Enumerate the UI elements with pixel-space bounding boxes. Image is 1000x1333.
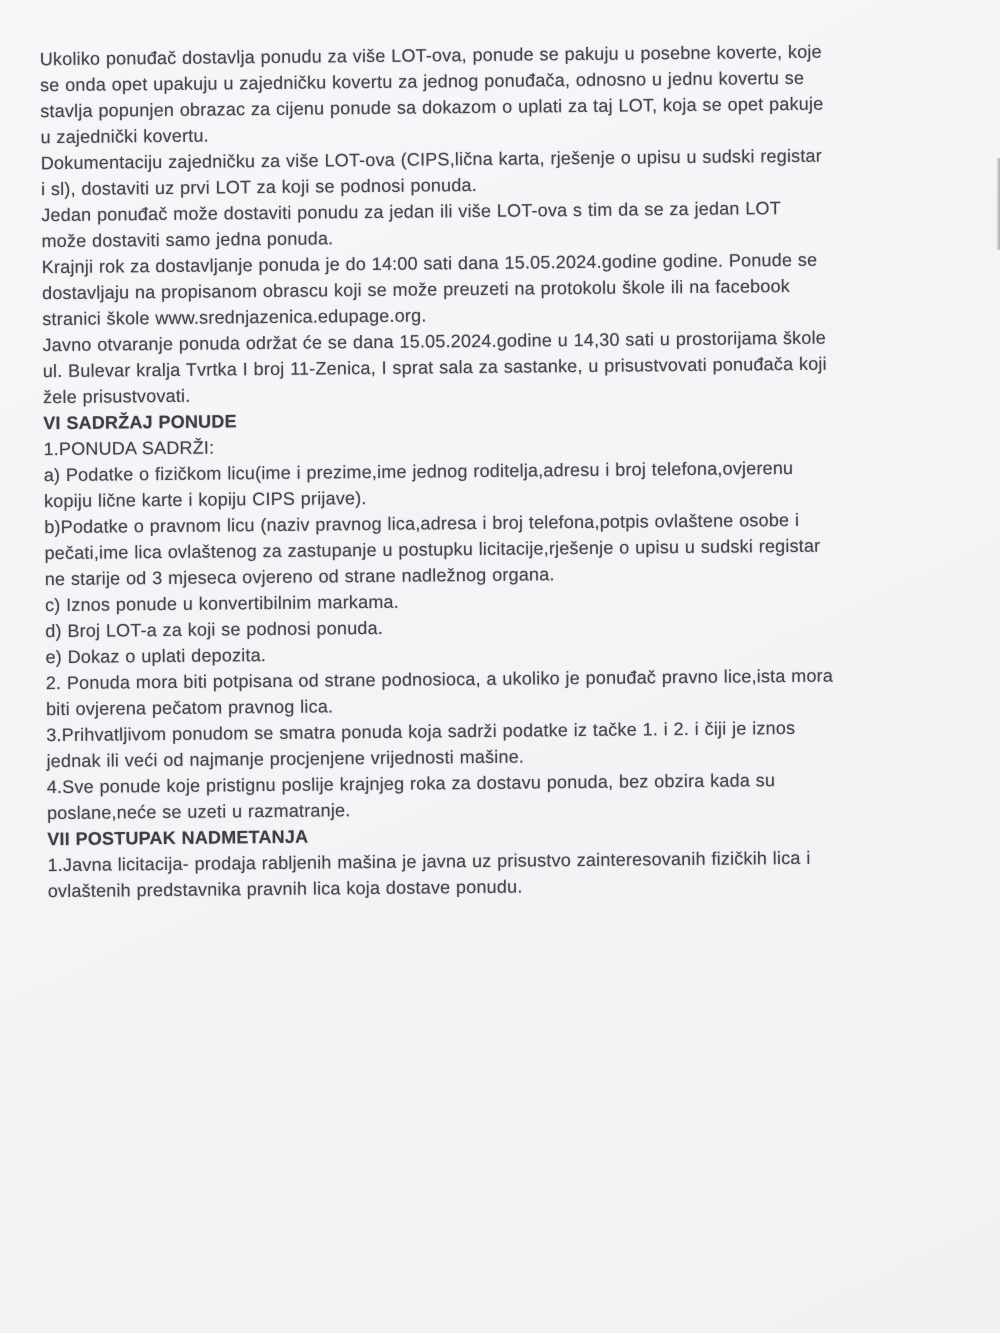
list-item-e-deposit-proof: e) Dokaz o uplati depozita. <box>45 645 267 668</box>
section-vii-item-1-public-auction: 1.Javna licitacija- prodaja rabljenih mašina je javna uz prisustvo zainteresovanih fizičkih lica i ovlaštenih predstavnika pravnih lica koja dostave ponudu. <box>47 847 811 902</box>
paragraph-public-opening: Javno otvaranje ponuda održat će se dana 15.05.2024.godine u 14,30 sati u prostorijama škole ul. Bulevar kralja Tvrtka I broj 11-Zenica, I sprat sala za sastanke, u prisustvovati ponuđača koji žele prisustvovati. <box>42 327 827 408</box>
list-item-c-bid-amount: c) Iznos ponude u konvertibilnim markama. <box>44 591 399 616</box>
list-item-a-physical-person: a) Podatke o fizičkom licu(ime i prezime,ime jednog roditelja,adresu i broj telefona,ovjerenu kopiju lične karte i kopiju CIPS prijave). <box>43 457 794 512</box>
paragraph-submission-deadline: Krajnji rok za dostavljanje ponuda je do 14:00 sati dana 15.05.2024.godine godine. Ponude se dostavljaju na propisanom obrascu koji se može preuzeti na protokolu škole ili na facebook stranici škole www.srednjazenica.edupage.org. <box>41 249 818 330</box>
intro-paragraph-shared-documentation: Dokumentaciju zajedničku za više LOT-ova (CIPS,lična karta, rješenje o upisu u sudski registar i sl), dostaviti uz prvi LOT za koji se podnosi ponuda. <box>40 145 823 200</box>
intro-paragraph-lots-envelopes: Ukoliko ponuđač dostavlja ponudu za više LOT-ova, ponude se pakuju u posebne koverte, koje se onda opet upakuju u zajedničku kovertu za jednog ponuđača, odnosno u jednu kovertu se stavlja popunjen obrazac za cijenu ponude sa dokazom o uplati za taj LOT, koja se opet pakuje u zajednički kovertu. <box>39 41 824 148</box>
numbered-item-2-signature: 2. Ponuda mora biti potpisana od strane podnosioca, a ukoliko je ponuđač pravno lice,ista mora biti ovjerena pečatom pravnog lica. <box>45 665 834 720</box>
numbered-item-3-acceptable-bid: 3.Prihvatljivom ponudom se smatra ponuda koja sadrži podatke iz tačke 1. i 2. i čiji je iznos jednak ili veći od najmanje procjenjene vrijednosti mašine. <box>46 717 796 772</box>
scan-edge-artifact <box>996 158 1000 250</box>
numbered-item-4-late-bids: 4.Sve ponude koje pristignu poslije krajnjeg roka za dostavu ponuda, bez obzira kada su poslane,neće se uzeti u razmatranje. <box>46 770 776 824</box>
list-item-b-legal-person: b)Podatke o pravnom licu (naziv pravnog lica,adresa i broj telefona,potpis ovlaštene osobe i pečati,ime lica ovlaštenog za zastupanje u postupku licitacije,rješenje o upisu u sudski registar ne starije od 3 mjeseca ovjereno od strane nadležnog organa. <box>44 509 821 590</box>
section-vii-heading: VII POSTUPAK NADMETANJA <box>47 826 309 850</box>
section-vi-subheading: 1.PONUDA SADRŽI: <box>43 437 215 460</box>
list-item-d-lot-number: d) Broj LOT-a za koji se podnosi ponuda. <box>45 617 384 642</box>
intro-paragraph-one-bid-per-lot: Jedan ponuđač može dostaviti ponudu za jedan ili više LOT-ova s tim da se za jedan LOT može dostaviti samo jedna ponuda. <box>41 198 781 252</box>
section-vi-heading: VI SADRŽAJ PONUDE <box>43 411 237 434</box>
